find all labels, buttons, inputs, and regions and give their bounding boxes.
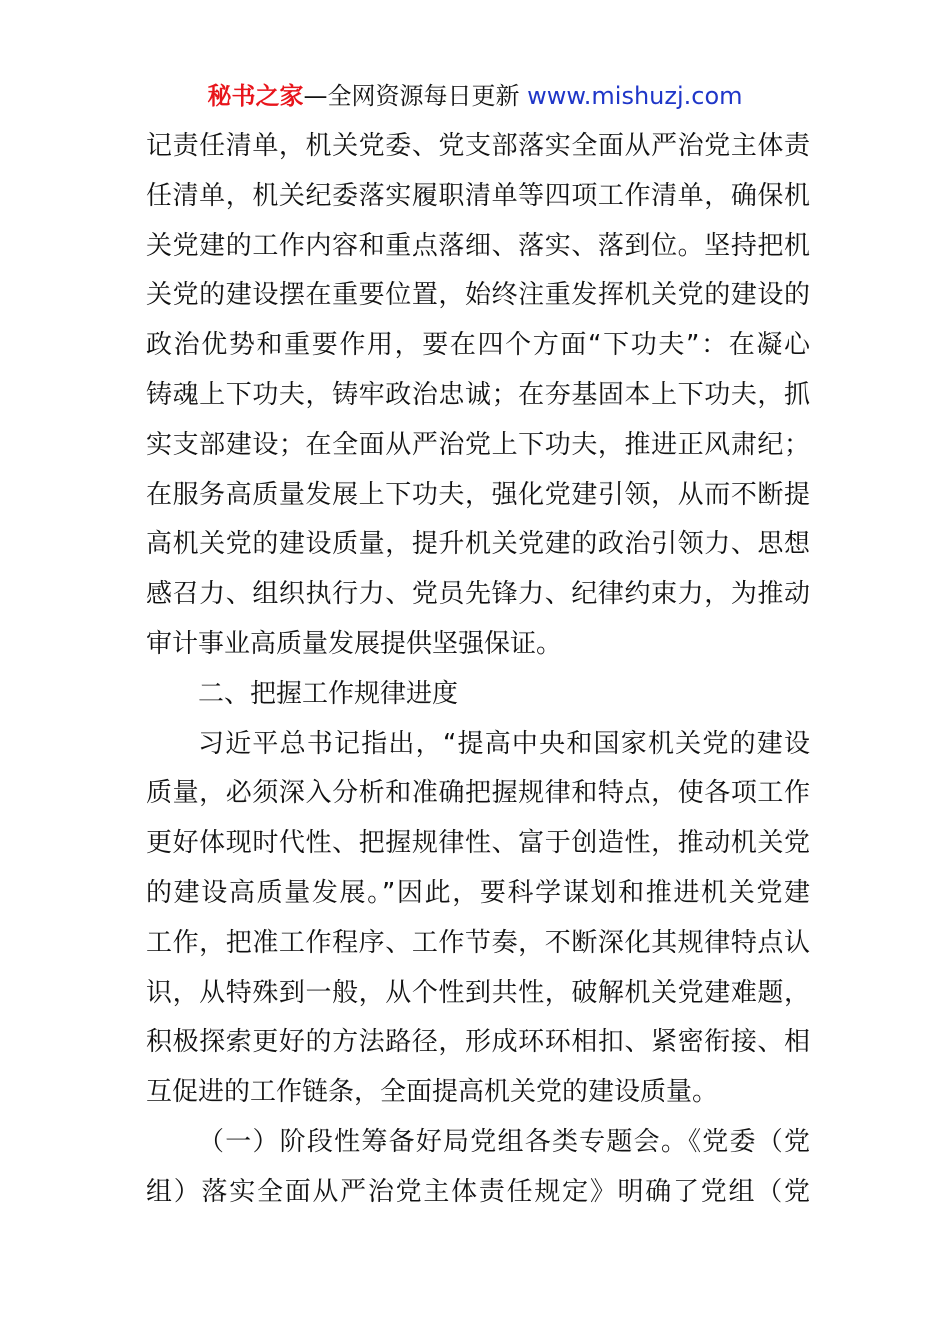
text-line: 实支部建设；在全面从严治党上下功夫，推进正风肃纪；: [146, 429, 810, 460]
text-line: 铸魂上下功夫，铸牢政治忠诚；在夯基固本上下功夫，抓: [146, 379, 810, 410]
site-url-link[interactable]: www.mishuzj.com: [527, 82, 743, 110]
text-line: 质量，必须深入分析和准确把握规律和特点，使各项工作: [146, 778, 810, 809]
document-body: [146, 122, 810, 1218]
text-line: 关党的建设摆在重要位置，始终注重发挥机关党的建设的: [146, 280, 810, 311]
text-line: 的建设高质量发展。”因此，要科学谋划和推进机关党建: [146, 877, 810, 908]
text-line: 审计事业高质量发展提供坚强保证。: [146, 628, 563, 659]
text-line: 关党建的工作内容和重点落细、落实、落到位。坚持把机: [146, 230, 810, 261]
header-tagline: —全网资源每日更新: [303, 82, 520, 110]
site-header: [0, 80, 950, 112]
text-line: 互促进的工作链条，全面提高机关党的建设质量。: [146, 1077, 719, 1108]
text-line: 工作，把准工作程序、工作节奏，不断深化其规律特点认: [146, 927, 810, 958]
section-heading: 二、把握工作规律进度: [198, 678, 459, 709]
text-line: 任清单，机关纪委落实履职清单等四项工作清单，确保机: [146, 180, 810, 211]
subsection-heading-line: （一）阶段性筹备好局党组各类专题会。《党委（党: [198, 1126, 810, 1157]
text-line: 组）落实全面从严治党主体责任规定》明确了党组（党: [146, 1176, 810, 1207]
text-line: 习近平总书记指出，“提高中央和国家机关党的建设: [198, 728, 810, 759]
text-line: 识，从特殊到一般，从个性到共性，破解机关党建难题，: [146, 977, 810, 1008]
brand-name: 秘书之家: [207, 82, 304, 110]
text-line: 在服务高质量发展上下功夫，强化党建引领，从而不断提: [146, 479, 810, 510]
text-line: 更好体现时代性、把握规律性、富于创造性，推动机关党: [146, 828, 810, 859]
text-line: 高机关党的建设质量，提升机关党建的政治引领力、思想: [146, 529, 810, 560]
text-line: 积极探索更好的方法路径，形成环环相扣、紧密衔接、相: [146, 1027, 810, 1058]
text-line: 感召力、组织执行力、党员先锋力、纪律约束力，为推动: [146, 579, 810, 610]
text-line: 记责任清单，机关党委、党支部落实全面从严治党主体责: [146, 131, 810, 161]
text-line: 政治优势和重要作用，要在四个方面“下功夫”：在凝心: [146, 330, 810, 361]
